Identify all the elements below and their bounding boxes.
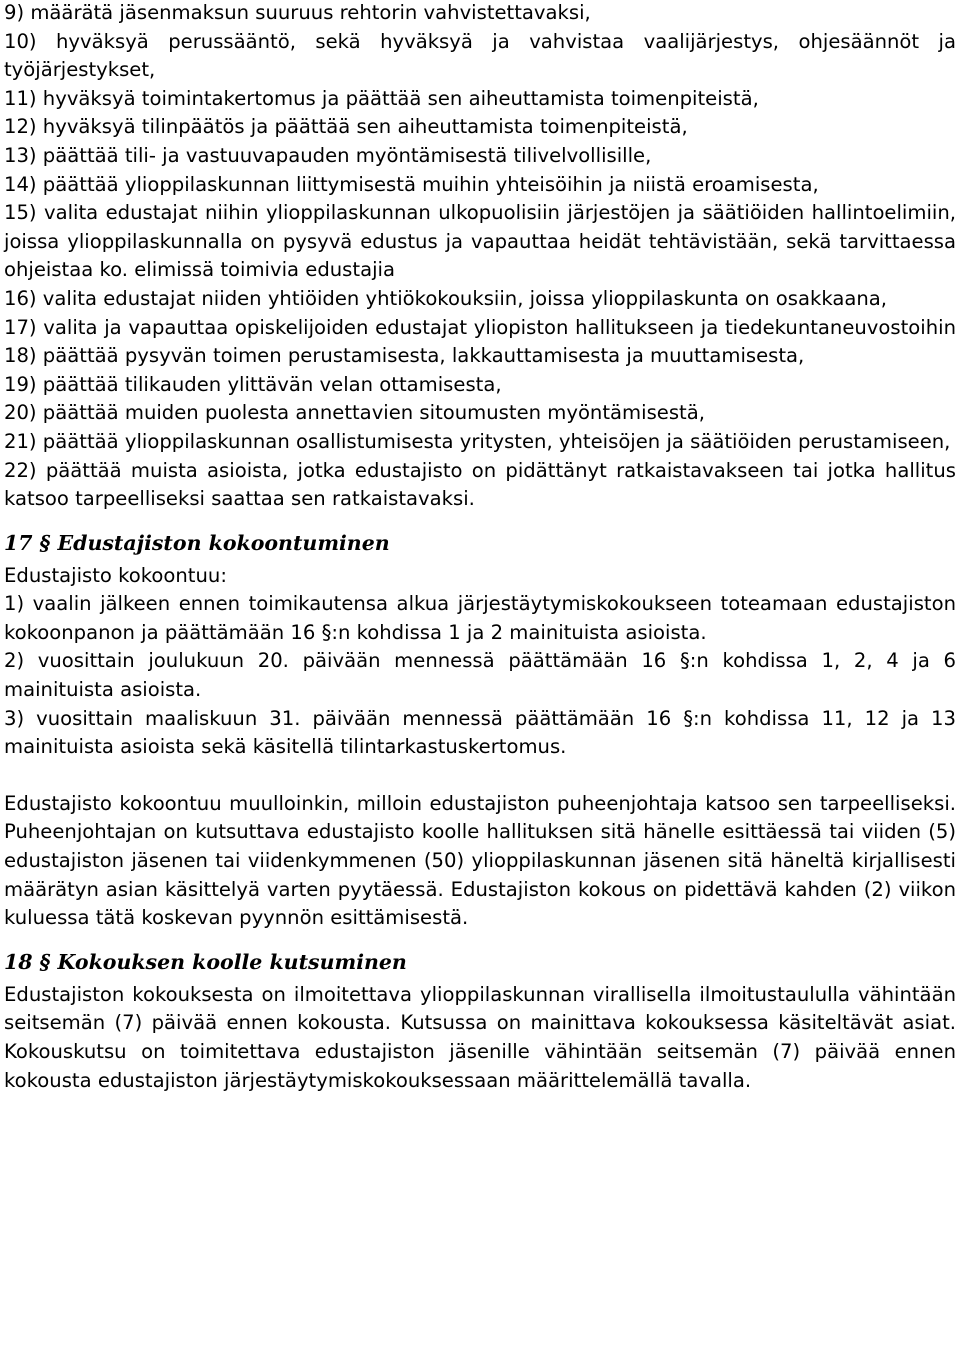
list-item: 20) päättää muiden puolesta annettavien sitoumusten myöntämisestä, — [4, 401, 705, 425]
section-heading: 18 § Kokouksen koolle kutsuminen — [4, 949, 407, 974]
list-item: 17) valita ja vapauttaa opiskelijoiden edustajat yliopiston hallitukseen ja tiedekuntaneuvostoihin 18) päättää pysyvän toimen perustamisesta, lakkauttamisesta ja muuttamisesta, — [4, 315, 956, 368]
list-item: 15) valita edustajat niihin ylioppilaskunnan ulkopuolisiin järjestöjen ja säätiöiden hallintoelimiin, joissa ylioppilaskunnalla on pysyvä edustus ja vapauttaa heidät tehtävistään, sekä tarvittaessa ohjeistaa ko. elimissä toimivia edustajia — [4, 201, 956, 282]
list-item: 19) päättää tilikauden ylittävän velan ottamisesta, — [4, 372, 502, 396]
list-item: 2) vuosittain joulukuun 20. päivään mennessä päättämään 16 §:n kohdissa 1, 2, 4 ja 6 mainituista asioista. — [4, 649, 956, 702]
list-item: 14) päättää ylioppilaskunnan liittymisestä muihin yhteisöihin ja niistä eroamisesta, — [4, 172, 819, 196]
list-item: 9) määrätä jäsenmaksun suuruus rehtorin vahvistettavaksi, — [4, 1, 591, 24]
list-item: 12) hyväksyä tilinpäätös ja päättää sen aiheuttamista toimenpiteistä, — [4, 115, 688, 139]
section-heading: 17 § Edustajiston kokoontuminen — [4, 530, 390, 555]
list-item: 1) vaalin jälkeen ennen toimikautensa alkua järjestäytymiskokoukseen toteamaan edustajiston kokoonpanon ja päättämään 16 §:n kohdissa 1 ja 2 mainituista asioista. — [4, 592, 956, 644]
list-item: 10) hyväksyä perussääntö, sekä hyväksyä ja vahvistaa vaalijärjestys, ohjesäännöt ja työjärjestykset, — [4, 29, 956, 82]
section-18 — [4, 947, 956, 1095]
section-intro: Edustajisto kokoontuu: — [4, 563, 227, 587]
list-item: 13) päättää tili- ja vastuuvapauden myöntämisestä tilivelvollisille, — [4, 143, 652, 167]
list-item: 16) valita edustajat niiden yhtiöiden yhtiökokouksiin, joissa ylioppilaskunta on osakkaana, — [4, 286, 887, 310]
section-17 — [4, 528, 956, 933]
powers-list — [4, 0, 956, 514]
list-item: 3) vuosittain maaliskuun 31. päivään mennessä päättämään 16 §:n kohdissa 11, 12 ja 13 mainituista asioista sekä käsitellä tilintarkastuskertomus. — [4, 706, 956, 759]
list-item: 22) päättää muista asioista, jotka edustajisto on pidättänyt ratkaistavakseen tai jotka hallitus katsoo tarpeelliseksi saattaa sen ratkaistavaksi. — [4, 458, 956, 511]
section-paragraph: Edustajiston kokouksesta on ilmoitettava ylioppilaskunnan virallisella ilmoitustaululla vähintään seitsemän (7) päivää ennen kokousta. Kutsussa on mainittava kokouksessa käsiteltävät asiat. Kokouskutsu on toimitettava edustajiston jäsenille vähintään seitsemän (7) päivää ennen kokousta edustajiston järjestäytymiskokouksessaan määrittelemällä tavalla. — [4, 982, 956, 1092]
section-paragraph: Edustajisto kokoontuu muulloinkin, milloin edustajiston puheenjohtaja katsoo sen tarpeelliseksi. Puheenjohtajan on kutsuttava edustajisto koolle hallituksen sitä hänelle esittäessä tai viiden (5) edustajiston jäsenen tai viidenkymmenen (50) ylioppilaskunnan jäsenen sitä häneltä kirjallisesti määrätyn asian käsittelyä varten pyytäessä. Edustajiston kokous on pidettävä kahden (2) viikon kuluessa tätä koskevan pyynnön esittämisestä. — [4, 791, 956, 930]
list-item: 21) päättää ylioppilaskunnan osallistumisesta yritysten, yhteisöjen ja säätiöiden perustamiseen, — [4, 429, 951, 453]
list-item: 11) hyväksyä toimintakertomus ja päättää sen aiheuttamista toimenpiteistä, — [4, 86, 759, 110]
